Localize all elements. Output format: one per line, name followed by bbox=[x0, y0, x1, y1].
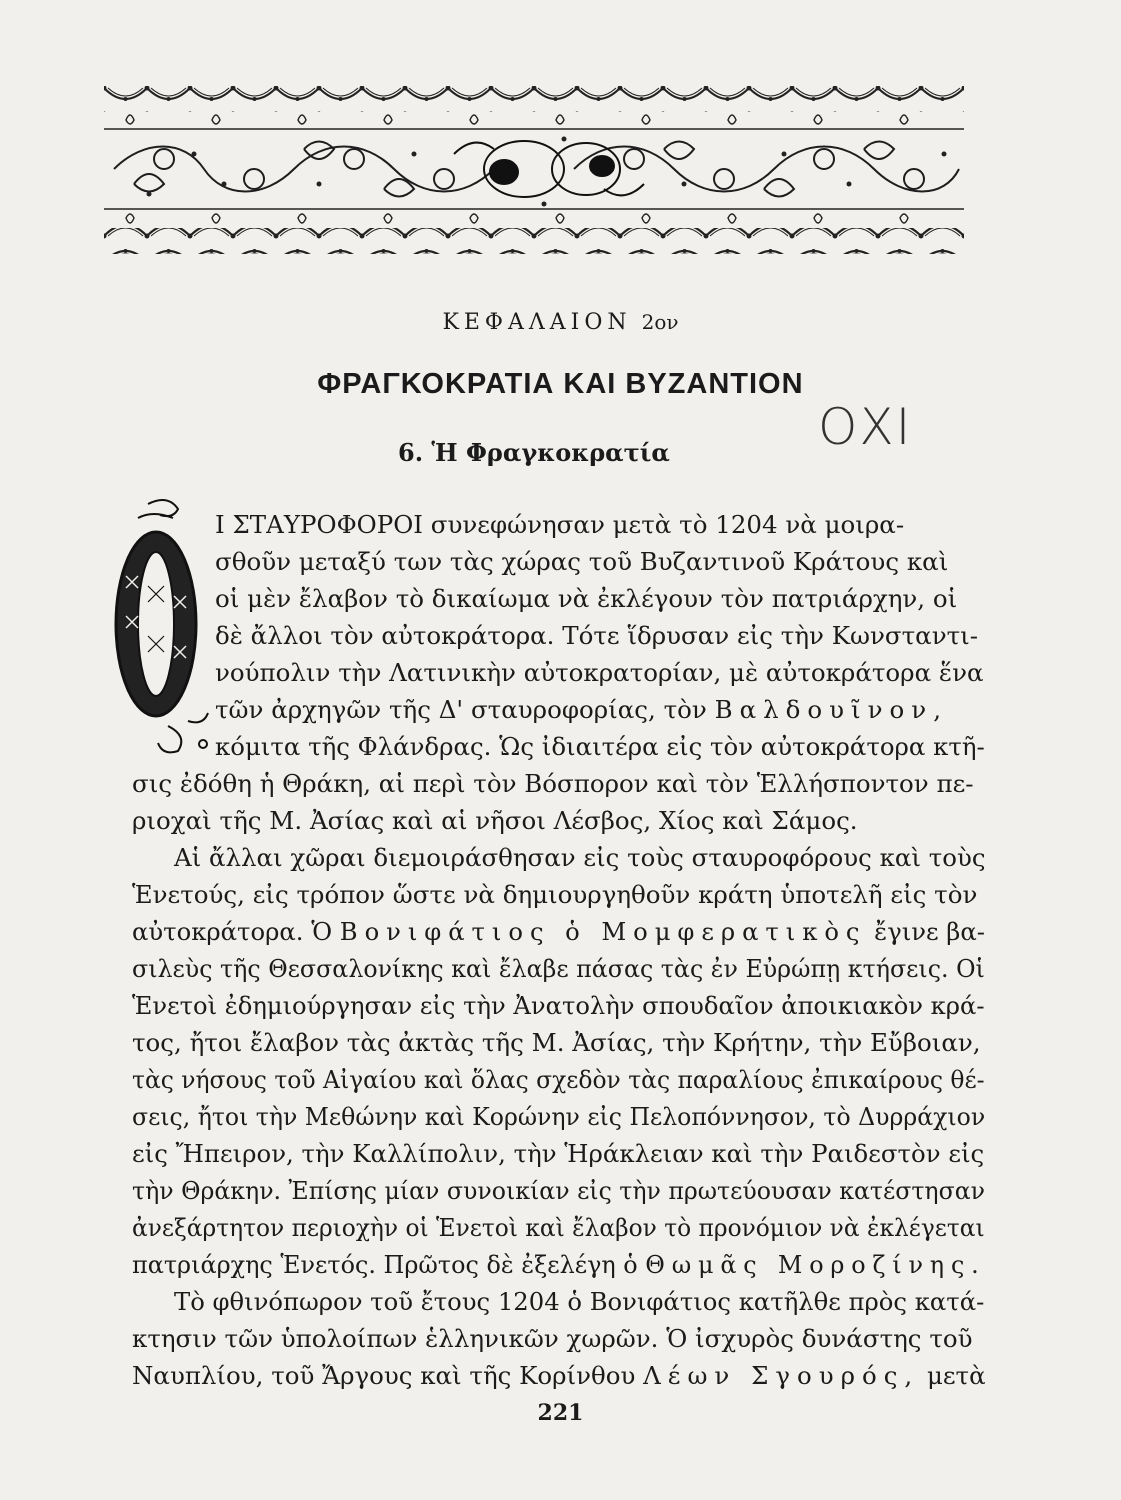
text-line bbox=[132, 915, 985, 949]
text-line: κόμιτα τῆς Φλάνδρας. Ὡς ἰδιαιτέρα εἰς τὸν αὐτοκράτορα κτῆ- bbox=[215, 732, 985, 761]
text-segment: ἔγινε βα- bbox=[874, 917, 985, 946]
text-line: σθοῦν μεταξύ των τὰς χώρας τοῦ Βυζαντινοῦ Κράτους καὶ bbox=[215, 547, 949, 576]
text-segment: τῶν ἀρχηγῶν τῆς Δ' σταυροφορίας, τὸν bbox=[215, 695, 707, 724]
text-line: νούπολιν τὴν Λατινικὴν αὐτοκρατορίαν, μὲ αὐτοκράτορα ἕνα bbox=[215, 658, 984, 687]
text-line: σις ἐδόθη ἡ Θράκη, αἱ περὶ τὸν Βόσπορον καὶ τὸν Ἑλλήσποντον πε- bbox=[132, 769, 974, 798]
text-line: Τὸ φθινόπωρον τοῦ ἔτους 1204 ὁ Βονιφάτιος κατῆλθε πρὸς κατά- bbox=[174, 1287, 985, 1316]
text-line bbox=[215, 693, 948, 727]
chapter-ordinal: 2ον bbox=[641, 310, 679, 334]
text-segment: αὐτοκράτορα. Ὁ bbox=[132, 917, 333, 946]
text-line: οἱ μὲν ἔλαβον τὸ δικαίωμα νὰ ἐκλέγουν τὸν πατριάρχην, οἱ bbox=[215, 584, 958, 613]
section-title: 6. Ἡ Φραγκοκρατία bbox=[398, 438, 670, 467]
text-line: ριοχαὶ τῆς Μ. Ἀσίας καὶ αἱ νῆσοι Λέσβος, Χίος καὶ Σάμος. bbox=[132, 806, 858, 835]
text-line: τὰς νήσους τοῦ Αἰγαίου καὶ ὅλας σχεδὸν τὰς παραλίους ἐπικαίρους θέ- bbox=[132, 1065, 985, 1094]
text-line: κτησιν τῶν ὑπολοίπων ἑλληνικῶν χωρῶν. Ὁ ἰσχυρὸς δυνάστης τοῦ bbox=[132, 1324, 973, 1353]
text-line: ἀνεξάρτητον περιοχὴν οἱ Ἑνετοὶ καὶ ἔλαβον τὸ προνόμιον νὰ ἐκλέγεται bbox=[132, 1213, 985, 1242]
text-segment: μετὰ bbox=[926, 1361, 986, 1390]
text-line bbox=[132, 1359, 986, 1393]
text-segment: Ναυπλίου, τοῦ Ἄργους καὶ τῆς Κορίνθου bbox=[132, 1361, 636, 1390]
text-line: Ἑνετούς, εἰς τρόπον ὥστε νὰ δημιουργηθοῦν κράτη ὑποτελῆ εἰς τὸν bbox=[132, 880, 978, 909]
text-line bbox=[132, 1248, 986, 1282]
emphasized-name: Θωμᾶς Μοροζίνης. bbox=[645, 1250, 986, 1279]
text-segment: πατριάρχης Ἑνετός. Πρῶτος δὲ ἐξελέγη ὁ bbox=[132, 1250, 638, 1279]
text-line: δὲ ἄλλοι τὸν αὐτοκράτορα. Τότε ἵδρυσαν εἰς τὴν Κωνσταντι- bbox=[215, 621, 979, 650]
emphasized-name: Βονιφάτιος ὁ Μομφερατικὸς bbox=[339, 917, 867, 946]
text-line: σεις, ἤτοι τὴν Μεθώνην καὶ Κορώνην εἰς Πελοπόννησον, τὸ Δυρράχιον bbox=[132, 1102, 986, 1131]
text-line: Ι ΣΤΑΥΡΟΦΟΡΟΙ συνεφώνησαν μετὰ τὸ 1204 νὰ μοιρα- bbox=[215, 510, 905, 539]
text-line: σιλεὺς τῆς Θεσσαλονίκης καὶ ἔλαβε πάσας τὰς ἐν Εὐρώπῃ κτήσεις. Οἱ bbox=[132, 954, 985, 983]
text-line: εἰς Ἤπειρον, τὴν Καλλίπολιν, τὴν Ἡράκλειαν καὶ τὴν Ραιδεστὸν εἰς bbox=[132, 1139, 985, 1168]
page-number: 221 bbox=[537, 1400, 584, 1426]
drop-cap-omicron bbox=[108, 496, 220, 758]
emphasized-name: Λέων Σγουρός, bbox=[643, 1361, 920, 1390]
text-line: τὴν Θράκην. Ἐπίσης μίαν συνοικίαν εἰς τὴν πρωτεύουσαν κατέστησαν bbox=[132, 1176, 986, 1205]
text-line: τος, ἤτοι ἔλαβον τὰς ἀκτὰς τῆς Μ. Ἀσίας, τὴν Κρήτην, τὴν Εὔβοιαν, bbox=[132, 1028, 981, 1057]
chapter-title: ΦΡΑΓΚΟΚΡΑΤΙΑ ΚΑΙ ΒΥΖΑΝΤΙΟΝ bbox=[317, 368, 804, 400]
text-line: Αἱ ἄλλαι χῶραι διεμοιράσθησαν εἰς τοὺς σταυροφόρους καὶ τοὺς bbox=[174, 843, 986, 872]
text-line: Ἑνετοὶ ἐδημιούργησαν εἰς τὴν Ἀνατολὴν σπουδαῖον ἀποικιακὸν κρά- bbox=[132, 991, 985, 1020]
handwritten-margin-note: ΟΧΙ bbox=[818, 398, 913, 456]
ornamental-header-band bbox=[104, 84, 964, 256]
emphasized-name: Βαλδουῖνον, bbox=[714, 695, 948, 724]
chapter-label bbox=[0, 310, 1121, 335]
chapter-label-text: ΚΕΦΑΛΑΙΟΝ bbox=[442, 310, 632, 335]
